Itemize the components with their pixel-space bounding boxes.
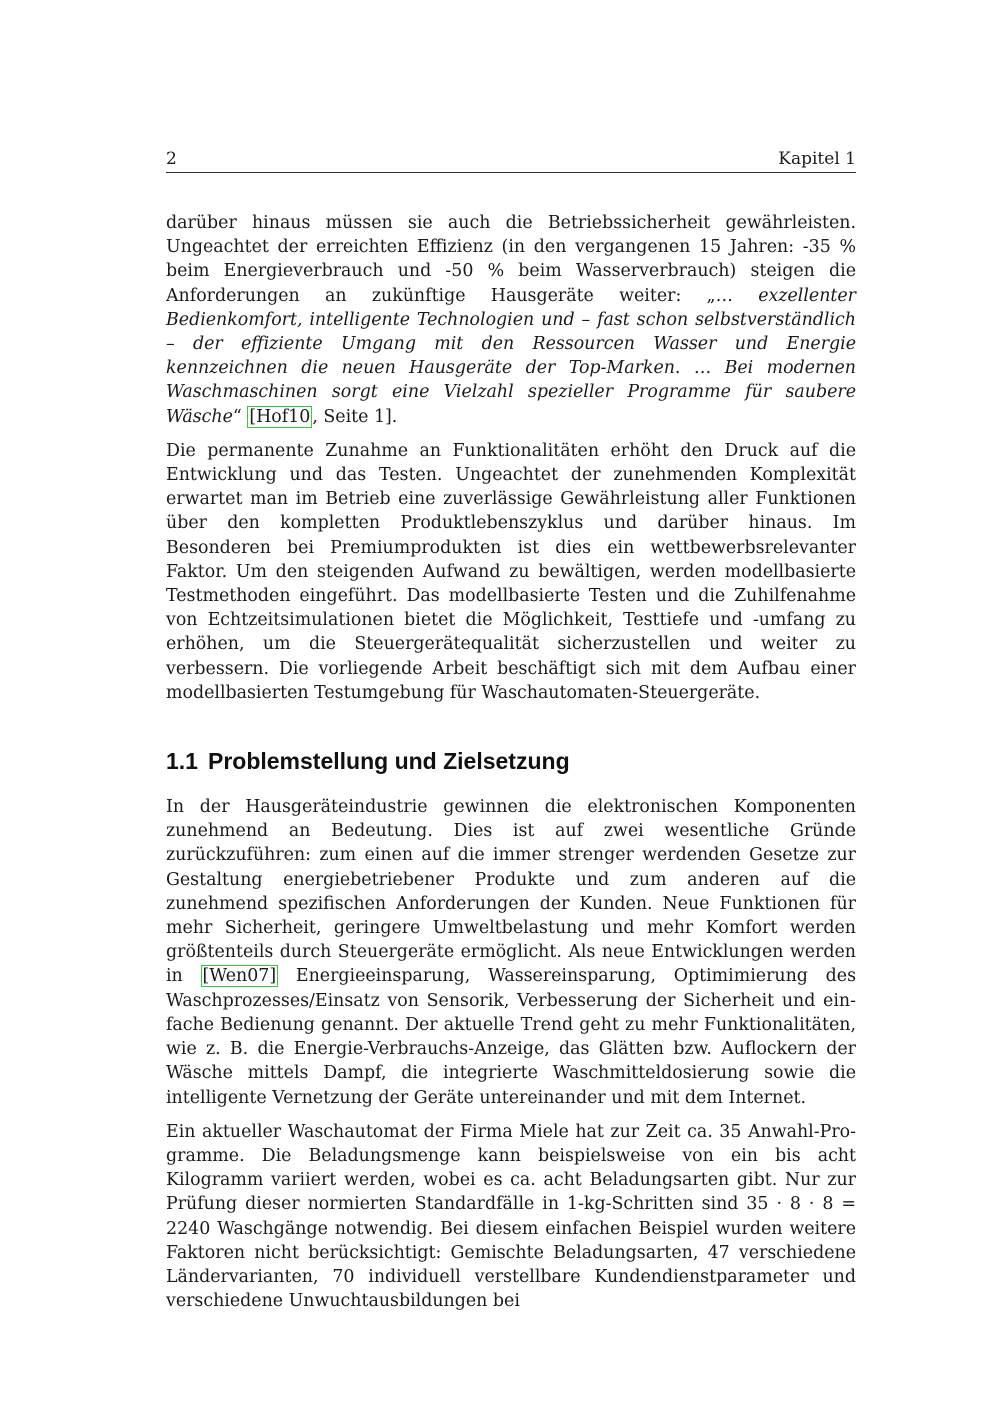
- citation-link-hof10[interactable]: [Hof10: [249, 406, 311, 427]
- paragraph-1-text-b: “: [232, 406, 248, 427]
- paragraph-3-text-b: Energieeinsparung, Wassereinsparung, Optimimierung des Waschprozesses/Einsatz von Sensorik, Verbesserung der Sicherheit und einfache Bedienung genannt. Der aktuelle Trend geht zu mehr Funktionalitäten, wie z. B. die Energie-Verbrauchs-Anzeige, das Glätten bzw. Auflockern der Wäsche mittels Dampf, die integrierte Waschmitteldosierung sowie die intelligente Vernetzung der Geräte untereinander und mit dem Internet.: [166, 966, 856, 1108]
- paragraph-1: [166, 211, 856, 429]
- citation-link-wen07[interactable]: [Wen07]: [202, 966, 277, 987]
- paragraph-3-text-a: In der Hausgeräteindustrie gewinnen die elektronischen Komponenten zunehmend an Bedeutung. Dies ist auf zwei wesentliche Gründe zurückzuführen: zum einen auf die immer strenger werdenden Gesetze zur Gestaltung energiebetriebener Produkte und zum anderen auf die zunehmend spezifischen Anforderungen der Kunden. Neue Funktionen für mehr Sicherheit, geringere Umweltbelastung und mehr Komfort werden größtenteils durch Steuergeräte ermöglicht. Als neue Entwicklungen werden in: [166, 797, 856, 987]
- chapter-label: Kapitel 1: [778, 149, 856, 169]
- paragraph-1-text-a: darüber hinaus müssen sie auch die Betriebssicherheit gewährleisten. Ungeachtet der erreichten Effizienz (in den vergangenen 15 Jahren: -35 % beim Energieverbrauch und -50 % beim Wasserverbrauch) steigen die Anforderungen an zukünftige Hausgeräte weiter: „: [166, 213, 856, 306]
- section-number: 1.1: [166, 748, 198, 775]
- paragraph-4: Ein aktueller Waschautomat der Firma Miele hat zur Zeit ca. 35 Anwahl-Programme. Die Beladungsmenge kann beispielsweise von ein bis acht Kilogramm variiert werden, wobei es ca. acht Beladungsarten gibt. Nur zur Prüfung dieser normierten Standardfälle in 1-kg-Schritten sind 35 · 8 · 8 = 2240 Waschgänge notwendig. Bei diesem einfachen Beispiel wurden weitere Faktoren nicht berücksichtigt: Gemischte Beladungsarten, 47 verschiedene Ländervarianten, 70 individuell verstellbare Kundendienstparameter und verschiedene Unwuchtausbildungen bei: [166, 1121, 856, 1312]
- document-page: [166, 148, 856, 1313]
- paragraph-3: [166, 795, 856, 1110]
- paragraph-1-quote: … exzellenter Bedienkomfort, intelligente Technologien und – fast schon selbstverständlich – der effiziente Umgang mit den Ressourcen Wasser und Energie kennzeichnen die neuen Hausgeräte der Top-Marken. … Bei modernen Waschmaschinen sorgt eine Vielzahl spezieller Programme für saubere Wäsche: [166, 285, 856, 427]
- paragraph-2: Die permanente Zunahme an Funktionalitäten erhöht den Druck auf die Entwicklung und das Testen. Ungeachtet der zunehmenden Komplexität erwartet man im Betrieb eine zuverlässige Gewährleistung aller Funktionen über den kompletten Produktlebenszyklus und darüber hinaus. Im Besonderen bei Premiumprodukten ist dies ein wettbewerbsrelevanter Faktor. Um den steigenden Aufwand zu bewältigen, werden modellbasierte Testmethoden eingeführt. Das modellbasierte Testen und die Zuhilfenahme von Echtzeitsimulationen bietet die Möglichkeit, Testtiefe und -umfang zu erhöhen, um die Steuergerätequalität sicherzustellen und weiter zu verbessern. Die vorliegende Arbeit beschäftigt sich mit dem Aufbau einer modellbasierten Testumgebung für Waschautomaten-Steuergeräte.: [166, 440, 856, 703]
- paragraph-1-text-c: , Seite 1].: [312, 406, 398, 427]
- section-heading: [166, 747, 856, 775]
- body-text: [166, 211, 856, 1313]
- section-title: Problemstellung und Zielsetzung: [207, 748, 570, 775]
- page-number: 2: [166, 149, 177, 169]
- running-header: [166, 148, 856, 173]
